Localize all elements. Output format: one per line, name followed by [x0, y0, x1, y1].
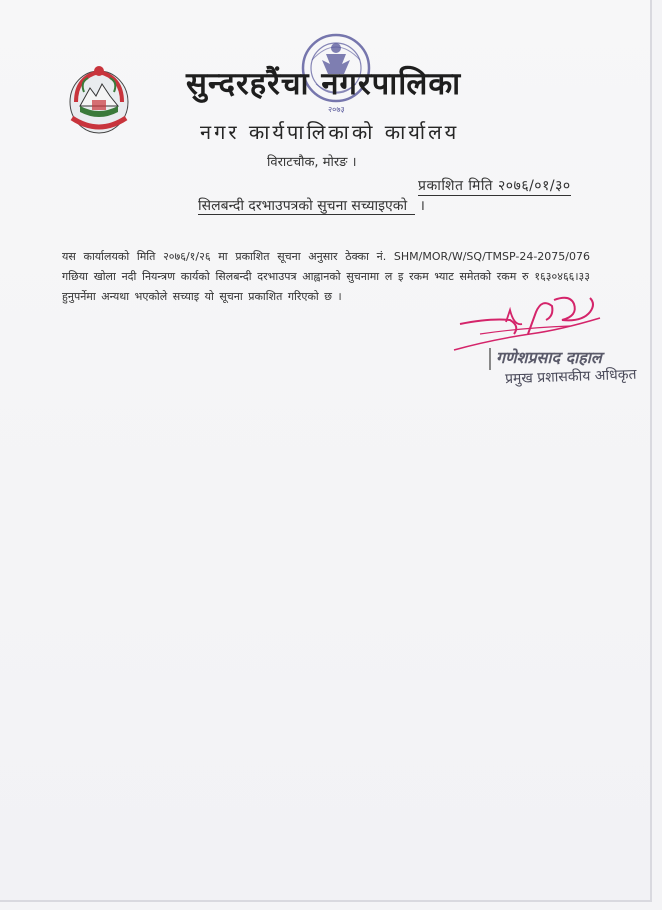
published-date: प्रकाशित मिति २०७६/०१/३०	[418, 178, 571, 194]
notice-subject	[198, 196, 425, 215]
signer-title-stamp: प्रमुख प्रशासकीय अधिकृत	[504, 366, 637, 388]
office-title: सुन्दरहरैंचा नगरपालिका	[186, 66, 462, 102]
office-subtitle: नगर कार्यपालिकाको कार्यालय	[200, 120, 460, 144]
signer-name-stamp: गणेशप्रसाद दाहाल	[496, 348, 602, 367]
notice-subject-end: ।	[419, 198, 425, 214]
notice-body: यस कार्यालयको मिति २०७६/१/२६ मा प्रकाशित सूचना अनुसार ठेक्का नं. SHM/MOR/W/SQ/TMSP-24-2075/076 गछिया खोला नदी नियन्त्रण कार्यको सिलबन्दी दरभाउपत्र आह्वानको सुचनामा ल इ रकम भ्याट समेतको रकम रु १६३०४६६।३३ हुनुपर्नेमा अन्यथा भएकोले सच्याइ यो सूचना प्रकाशित गरिएको छ ।	[62, 250, 590, 303]
seal-year: २०७३	[328, 105, 345, 114]
notice-subject-text: सिलबन्दी दरभाउपत्रको सुचना सच्याइएको	[198, 198, 415, 215]
signer-divider	[489, 348, 491, 370]
office-address: विराटचौक, मोरङ ।	[267, 155, 357, 170]
nepal-emblem-icon	[66, 62, 132, 136]
